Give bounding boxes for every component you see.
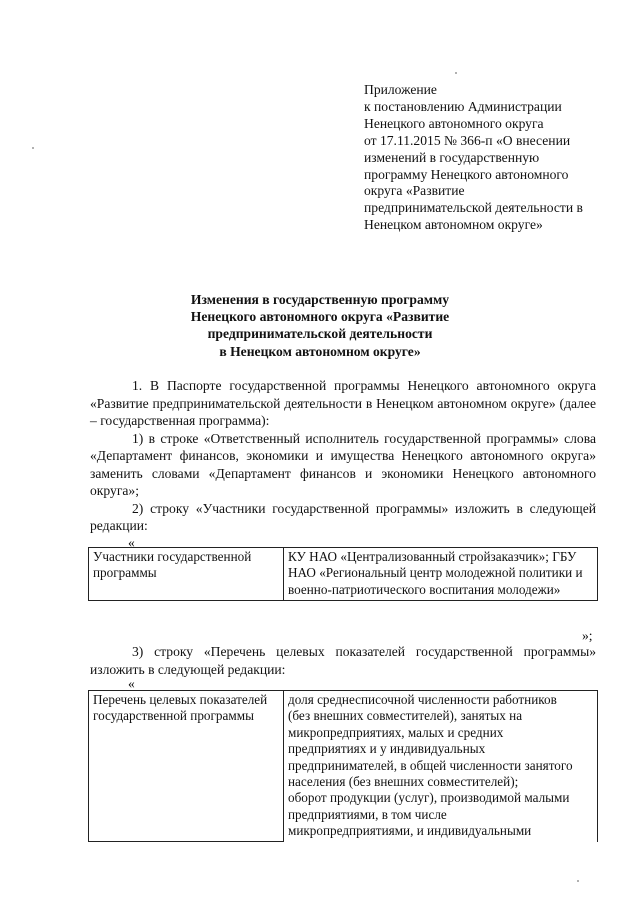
indicator-line: населения (без внешних совместителей); (288, 774, 519, 790)
paragraph-item-2: 2) строку «Участники государственной программы» изложить в следующей редакции: (90, 500, 596, 533)
title-line: предпринимательской деятельности (207, 326, 433, 342)
body-section-1 (90, 377, 596, 535)
opening-quote: « (128, 535, 135, 550)
indicator-line: микропредприятиях, малых и средних (288, 724, 504, 740)
appendix-line: программу Ненецкого автономного (364, 166, 569, 182)
scan-speck (577, 880, 579, 882)
appendix-line: округа «Развитие (364, 183, 465, 199)
title-line: в Ненецком автономном округе» (219, 343, 421, 359)
appendix-line: предпринимательской деятельности в (364, 200, 583, 216)
scan-speck (455, 72, 457, 74)
title-line: Ненецкого автономного округа «Развитие (190, 309, 450, 325)
table-cell-value (284, 691, 598, 842)
indicator-line: предпринимателей, в общей численности занятого (288, 757, 573, 773)
indicator-line: микропредприятиями, и индивидуальными (288, 823, 532, 839)
appendix-line: к постановлению Администрации (364, 98, 562, 114)
appendix-line: изменений в государственную (364, 149, 540, 165)
participants-table (88, 547, 598, 601)
indicator-line: (без внешних совместителей), занятых на (288, 708, 523, 724)
appendix-line: от 17.11.2015 № 366-п «О внесении (364, 132, 571, 148)
appendix-header (364, 82, 604, 234)
indicator-line: предприятиях и у индивидуальных (288, 741, 486, 757)
closing-quote: »; (582, 628, 593, 643)
table-row (89, 691, 598, 842)
opening-quote: « (128, 676, 135, 691)
document-title (150, 291, 490, 360)
appendix-line: Приложение (364, 82, 437, 97)
appendix-line: Ненецком автономном округе» (364, 217, 543, 233)
table-row (89, 548, 598, 601)
appendix-line: Ненецкого автономного округа (364, 115, 544, 131)
body-section-2 (90, 643, 596, 678)
table-cell-value: КУ НАО «Централизованный стройзаказчик»; ГБУ НАО «Региональный центр молодежной политики и военно-патриотического воспитания молодежи» (284, 548, 598, 601)
table-cell-label: Перечень целевых показателей государственной программы (89, 691, 284, 842)
indicator-line: оборот продукции (услуг), производимой малыми (288, 790, 570, 806)
table-cell-label: Участники государственной программы (89, 548, 284, 601)
paragraph-item-3: 3) строку «Перечень целевых показателей государственной программы» изложить в следующей редакции: (90, 644, 596, 677)
indicator-line: доля среднесписочной численности работников (288, 692, 557, 707)
indicator-line: предприятиями, в том числе (288, 806, 447, 822)
paragraph-passport: 1. В Паспорте государственной программы Ненецкого автономного округа «Развитие предпринимательской деятельности в Ненецком автономном округе» (далее – государственная программа): (90, 378, 596, 428)
title-line: Изменения в государственную программу (190, 292, 450, 307)
indicators-table (88, 690, 598, 842)
paragraph-item-1: 1) в строке «Ответственный исполнитель государственной программы» слова «Департамент финансов, экономики и имущества Ненецкого автономного округа» заменить словами «Департамент финансов и экономики Ненецкого автономного округа»; (90, 430, 596, 498)
scan-speck (32, 147, 34, 149)
